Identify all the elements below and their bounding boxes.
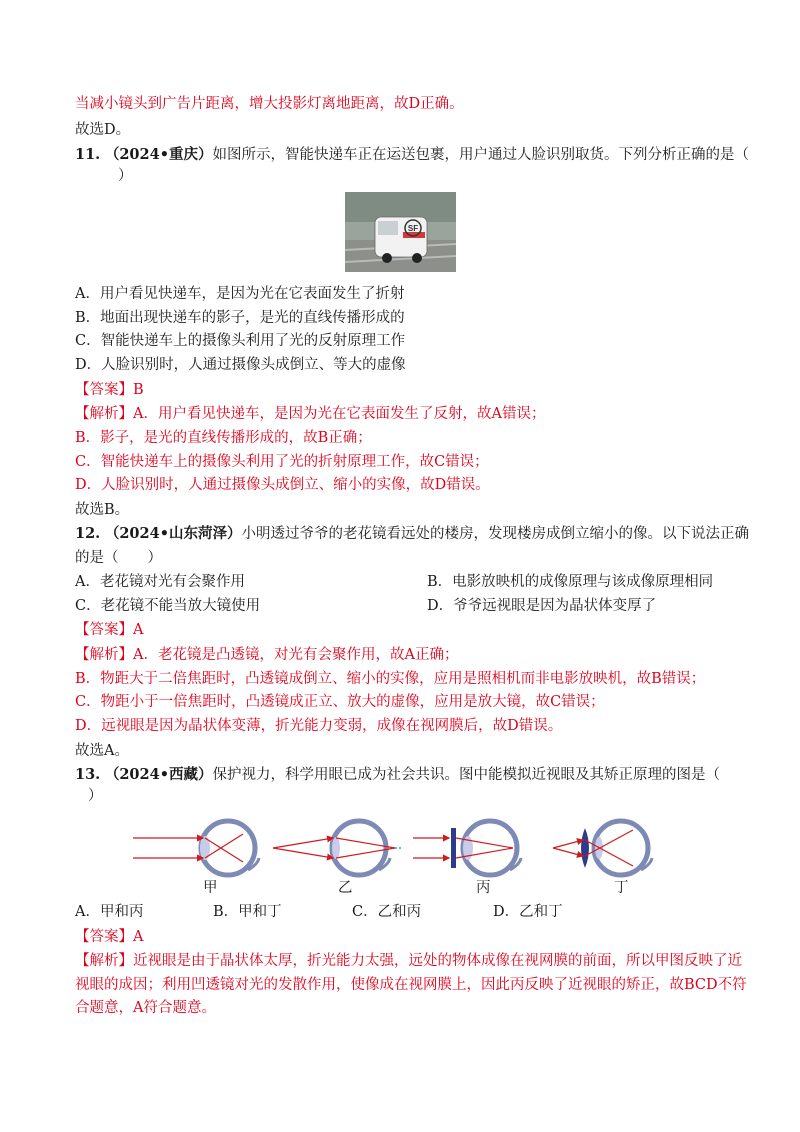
- analysis-line: [75, 951, 740, 971]
- figure-label-ding: 丁: [614, 880, 629, 896]
- question-text: 如图所示，智能快递车正在运送包裹，用户通过人脸识别取货。下列分析正确的是（: [212, 147, 749, 163]
- eye-diagram-bing: [413, 821, 521, 875]
- answer-line: [75, 620, 740, 640]
- option-b: B．地面出现快递车的影子，是光的直线传播形成的: [75, 310, 405, 326]
- option-c: C．老花镜不能当放大镜使用: [75, 598, 261, 614]
- question-11-stem: [75, 145, 749, 165]
- answer-tag: 【答案】: [75, 622, 133, 638]
- answer-tag: 【答案】: [75, 382, 133, 398]
- analysis-tag: 【解析】: [75, 647, 133, 663]
- analysis-line: 合题意，A符合题意。: [75, 1000, 216, 1016]
- option-c: C．智能快递车上的摄像头利用了光的反射原理工作: [75, 333, 406, 349]
- analysis-text: A．老花镜是凸透镜，对光有会聚作用，故A正确；: [133, 647, 459, 663]
- question-source: （2024•山东菏泽）: [104, 525, 242, 542]
- analysis-line: [75, 645, 740, 665]
- question-12-stem-cont: 的是（ ）: [75, 550, 162, 566]
- question-number: 11.: [75, 146, 101, 163]
- logo-text: SF: [407, 224, 419, 233]
- option-d: D．人脸识别时，人通过摄像头成倒立、等大的虚像: [75, 357, 406, 373]
- analysis-text: A．用户看见快递车，是因为光在它表面发生了反射，故A错误；: [133, 406, 546, 422]
- option-d: D．爷爷远视眼是因为晶状体变厚了: [427, 598, 657, 614]
- option-c: C．乙和丙: [352, 904, 422, 920]
- question-13-stem: [75, 765, 740, 785]
- question-11-stem-cont: ）: [118, 168, 133, 184]
- eye-diagram-yi: [273, 821, 403, 875]
- analysis-line: 当减小镜头到广告片距离，增大投影灯离地距离，故D正确。: [75, 96, 464, 112]
- figure-label-yi: 乙: [338, 880, 353, 896]
- question-source: （2024•重庆）: [104, 146, 213, 163]
- question-number: 13.: [75, 766, 101, 783]
- answer-value: A: [133, 929, 144, 945]
- option-b: B．电影放映机的成像原理与该成像原理相同: [427, 574, 714, 590]
- answer-line: [75, 927, 740, 947]
- question-13-stem-cont: ）: [88, 788, 103, 804]
- option-a: A．甲和丙: [75, 904, 144, 920]
- analysis-tag: 【解析】: [75, 406, 133, 422]
- eye-diagram-ding: [553, 821, 652, 875]
- question-text: 小明透过爷爷的老花镜看远处的楼房，发现楼房成倒立缩小的像。以下说法正确: [241, 526, 749, 542]
- option-a: A．老花镜对光有会聚作用: [75, 574, 245, 590]
- option-row: [75, 572, 740, 592]
- option-b: B．甲和丁: [213, 904, 282, 920]
- option-d: D．乙和丁: [493, 904, 563, 920]
- question-text: 保护视力，科学用眼已成为社会共识。图中能模拟近视眼及其矫正原理的图是（: [212, 767, 720, 783]
- delivery-vehicle-photo: [345, 192, 456, 272]
- analysis-line: B．影子，是光的直线传播形成的，故B正确；: [75, 430, 372, 446]
- option-row: [75, 596, 740, 616]
- analysis-line: [75, 404, 740, 424]
- analysis-line: C．智能快递车上的摄像头利用了光的折射原理工作，故C错误；: [75, 454, 489, 470]
- analysis-text: 近视眼是由于晶状体太厚，折光能力太强，远处的物体成像在视网膜的前面，所以甲图反映了近: [133, 953, 742, 969]
- analysis-line: D．人脸识别时，人通过摄像头成倒立、缩小的实像，故D错误。: [75, 477, 490, 493]
- eye-diagram-jia: [133, 821, 259, 875]
- answer-conclusion: 故选A。: [75, 743, 129, 759]
- answer-line: [75, 380, 740, 400]
- figure-label-jia: 甲: [203, 880, 218, 896]
- analysis-tag: 【解析】: [75, 953, 133, 969]
- answer-conclusion: 故选B。: [75, 502, 130, 518]
- analysis-line: D．远视眼是因为晶状体变薄，折光能力变弱，成像在视网膜后，故D错误。: [75, 718, 563, 734]
- question-number: 12.: [75, 525, 101, 542]
- figure-label-bing: 丙: [476, 880, 491, 896]
- analysis-line: 视眼的成因；利用凹透镜对光的发散作用，使像成在视网膜上，因此丙反映了近视眼的矫正，故BCD不符: [75, 977, 747, 993]
- analysis-line: C．物距小于一倍焦距时，凸透镜成正立、放大的虚像，应用是放大镜，故C错误；: [75, 694, 605, 710]
- answer-tag: 【答案】: [75, 929, 133, 945]
- question-source: （2024•西藏）: [104, 766, 213, 783]
- answer-conclusion: 故选D。: [75, 122, 131, 138]
- answer-value: A: [133, 622, 144, 638]
- analysis-line: B．物距大于二倍焦距时，凸透镜成倒立、缩小的实像，应用是照相机而非电影放映机，故B错误；: [75, 671, 706, 687]
- question-12-stem: [75, 524, 749, 544]
- option-a: A．用户看见快递车，是因为光在它表面发生了折射: [75, 286, 405, 302]
- answer-value: B: [133, 382, 144, 398]
